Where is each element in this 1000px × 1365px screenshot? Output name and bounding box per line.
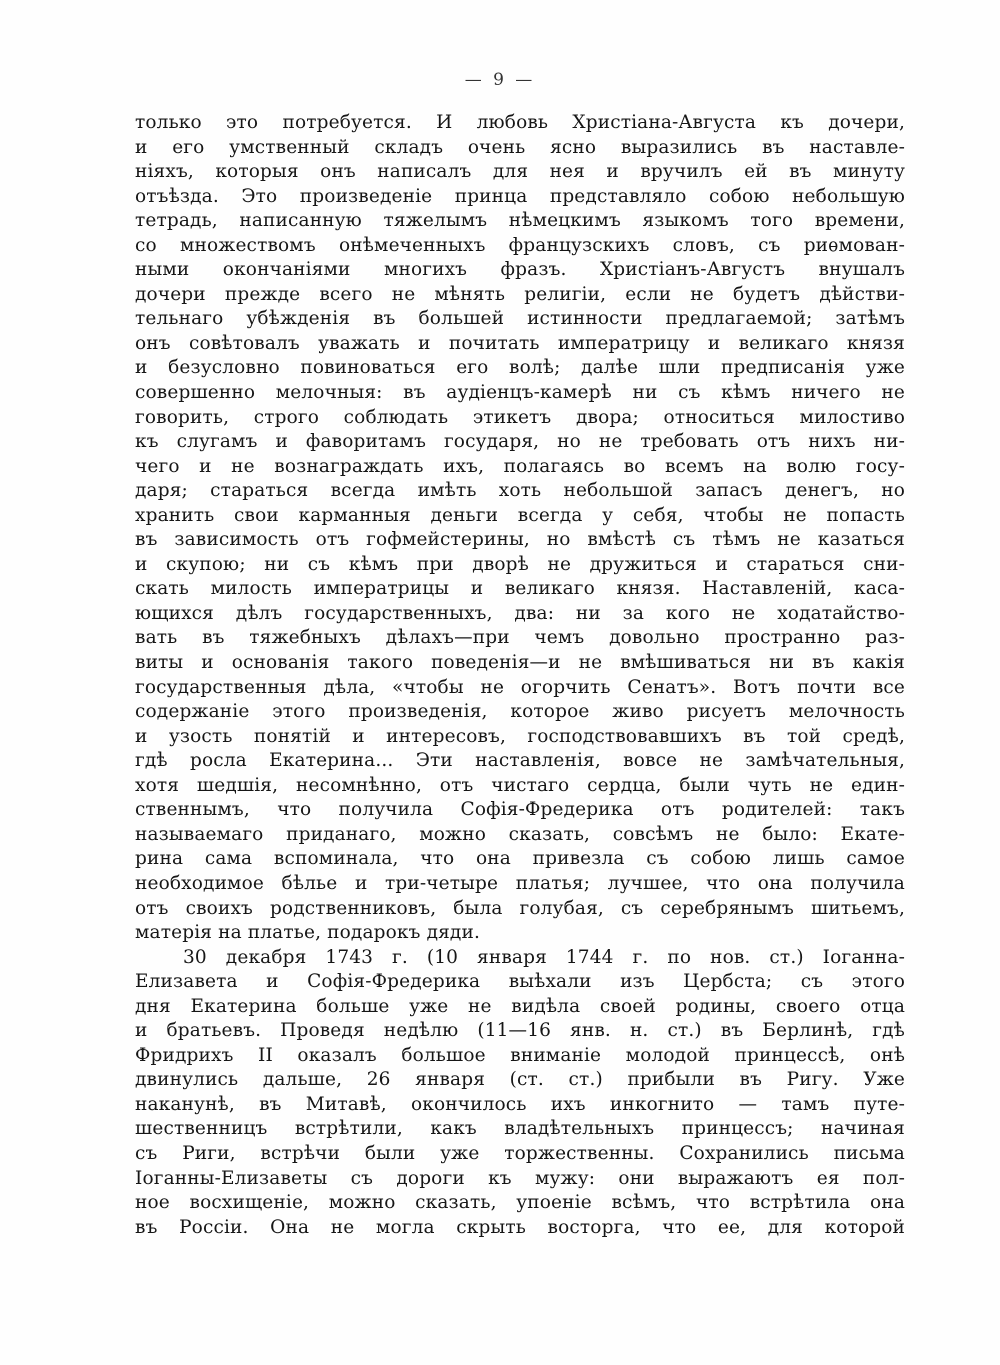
text-line: со множествомъ онѣмеченныхъ французскихъ словъ, съ риѳмован- [135, 234, 905, 256]
text-line: рина сама вспоминала, что она привезла съ собою лишь самое [135, 848, 905, 870]
page-number: — 9 — [464, 70, 536, 90]
text-line: наканунѣ, въ Митавѣ, окончилось ихъ инкогнито — тамъ путе- [135, 1093, 905, 1115]
text-line: и его умственный складъ очень ясно выразились въ наставле- [135, 136, 905, 158]
paragraph-end-line: матерія на платье, подарокъ дяди. [135, 922, 480, 944]
text-line: необходимое бѣлье и три-четыре платья; лучшее, что она получила [135, 872, 905, 894]
text-line: дня Екатерина больше уже не видѣла своей родины, своего отца [135, 995, 905, 1017]
text-line: тетрадь, написанную тяжелымъ нѣмецкимъ языкомъ того времени, [135, 210, 905, 232]
text-line: скать милость императрицы и великаго князя. Наставленій, каса- [135, 578, 905, 600]
text-line: называемаго приданаго, можно сказать, совсѣмъ не было: Екате- [135, 823, 905, 845]
text-line: и безусловно повиноваться его волѣ; далѣе шли предписанія уже [135, 357, 905, 379]
body-text [135, 111, 905, 1240]
text-line: отъ своихъ родственниковъ, была голубая, съ серебрянымъ шитьемъ, [135, 897, 905, 919]
text-line: тельнаго убѣжденія въ большей истинности предлагаемой; затѣмъ [135, 308, 905, 330]
text-line: съ Риги, встрѣчи были уже торжественны. Сохранились письма [135, 1142, 905, 1164]
text-line: и узость понятій и интересовъ, господствовавшихъ въ той средѣ, [135, 725, 905, 747]
text-line: двинулись дальше, 26 января (ст. ст.) прибыли въ Ригу. Уже [135, 1069, 905, 1091]
text-line: ное восхищеніе, можно сказать, упоеніе всѣмъ, что встрѣтила она [135, 1192, 905, 1214]
text-line: онъ совѣтовалъ уважать и почитать императрицу и великаго князя [135, 332, 905, 354]
text-line: къ слугамъ и фаворитамъ государя, но не требовать отъ нихъ ни- [135, 431, 905, 453]
text-line: и скупою; ни съ кѣмъ при дворѣ не дружиться и стараться сни- [135, 553, 905, 575]
text-line: содержаніе этого произведенія, которое живо рисуетъ мелочность [135, 701, 905, 723]
text-line: совершенно мелочныя: въ аудіенцъ-камерѣ ни съ кѣмъ ничего не [135, 382, 905, 404]
text-line: шественницъ встрѣтили, какъ владѣтельныхъ принцессъ; начиная [135, 1118, 905, 1140]
text-line: только это потребуется. И любовь Христіана-Августа къ дочери, [135, 112, 905, 133]
text-line: Іоганны-Елизаветы съ дороги къ мужу: они выражаютъ ея пол- [135, 1167, 905, 1189]
text-line: Елизавета и Софія-Фредерика выѣхали изъ Цербста; съ этого [135, 971, 905, 993]
text-line: Фридрихъ II оказалъ большое вниманіе молодой принцессѣ, онѣ [135, 1044, 905, 1066]
text-line: даря; стараться всегда имѣть хоть небольшой запасъ денегъ, но [135, 480, 905, 502]
text-line: ніяхъ, которыя онъ написалъ для нея и вручилъ ей въ минуту [135, 161, 905, 183]
text-line: ными окончаніями многихъ фразъ. Христіанъ-Августъ внушалъ [135, 259, 905, 281]
text-line: говорить, строго соблюдать этикетъ двора; относиться милостиво [135, 406, 905, 428]
text-line: государственныя дѣла, «чтобы не огорчить Сенатъ». Вотъ почти все [135, 676, 905, 698]
paragraph-start-line: 30 декабря 1743 г. (10 января 1744 г. по нов. ст.) Іоганна- [183, 946, 905, 968]
text-line: ющихся дѣлъ государственныхъ, два: ни за кого не ходатайство- [135, 602, 905, 624]
text-line: дочери прежде всего не мѣнять религіи, если не будетъ дѣйстви- [135, 283, 905, 305]
text-line: ственнымъ, что получила Софія-Фредерика отъ родителей: такъ [135, 799, 905, 821]
text-line: и братьевъ. Проведя недѣлю (11—16 янв. н. ст.) въ Берлинѣ, гдѣ [135, 1020, 905, 1042]
text-line: хотя шедшія, несомнѣнно, отъ чистаго сердца, были чуть не един- [135, 774, 905, 796]
text-line: гдѣ росла Екатерина... Эти наставленія, вовсе не замѣчательныя, [135, 750, 905, 772]
text-line: отъѣзда. Это произведеніе принца представляло собою небольшую [135, 185, 905, 207]
text-line: виты и основанія такого поведенія—и не вмѣшиваться ни въ какія [135, 652, 905, 674]
text-line: въ Россіи. Она не могла скрыть восторга, что ее, для которой [135, 1216, 905, 1238]
text-line: хранить свои карманныя деньги всегда у себя, чтобы не попасть [135, 504, 905, 526]
text-line: чего и не вознаграждать ихъ, полагаясь во всемъ на волю госу- [135, 455, 905, 477]
text-line: въ зависимость отъ гофмейстерины, но вмѣстѣ съ тѣмъ не казаться [135, 529, 905, 551]
text-line: вать въ тяжебныхъ дѣлахъ—при чемъ довольно пространно раз- [135, 627, 905, 649]
